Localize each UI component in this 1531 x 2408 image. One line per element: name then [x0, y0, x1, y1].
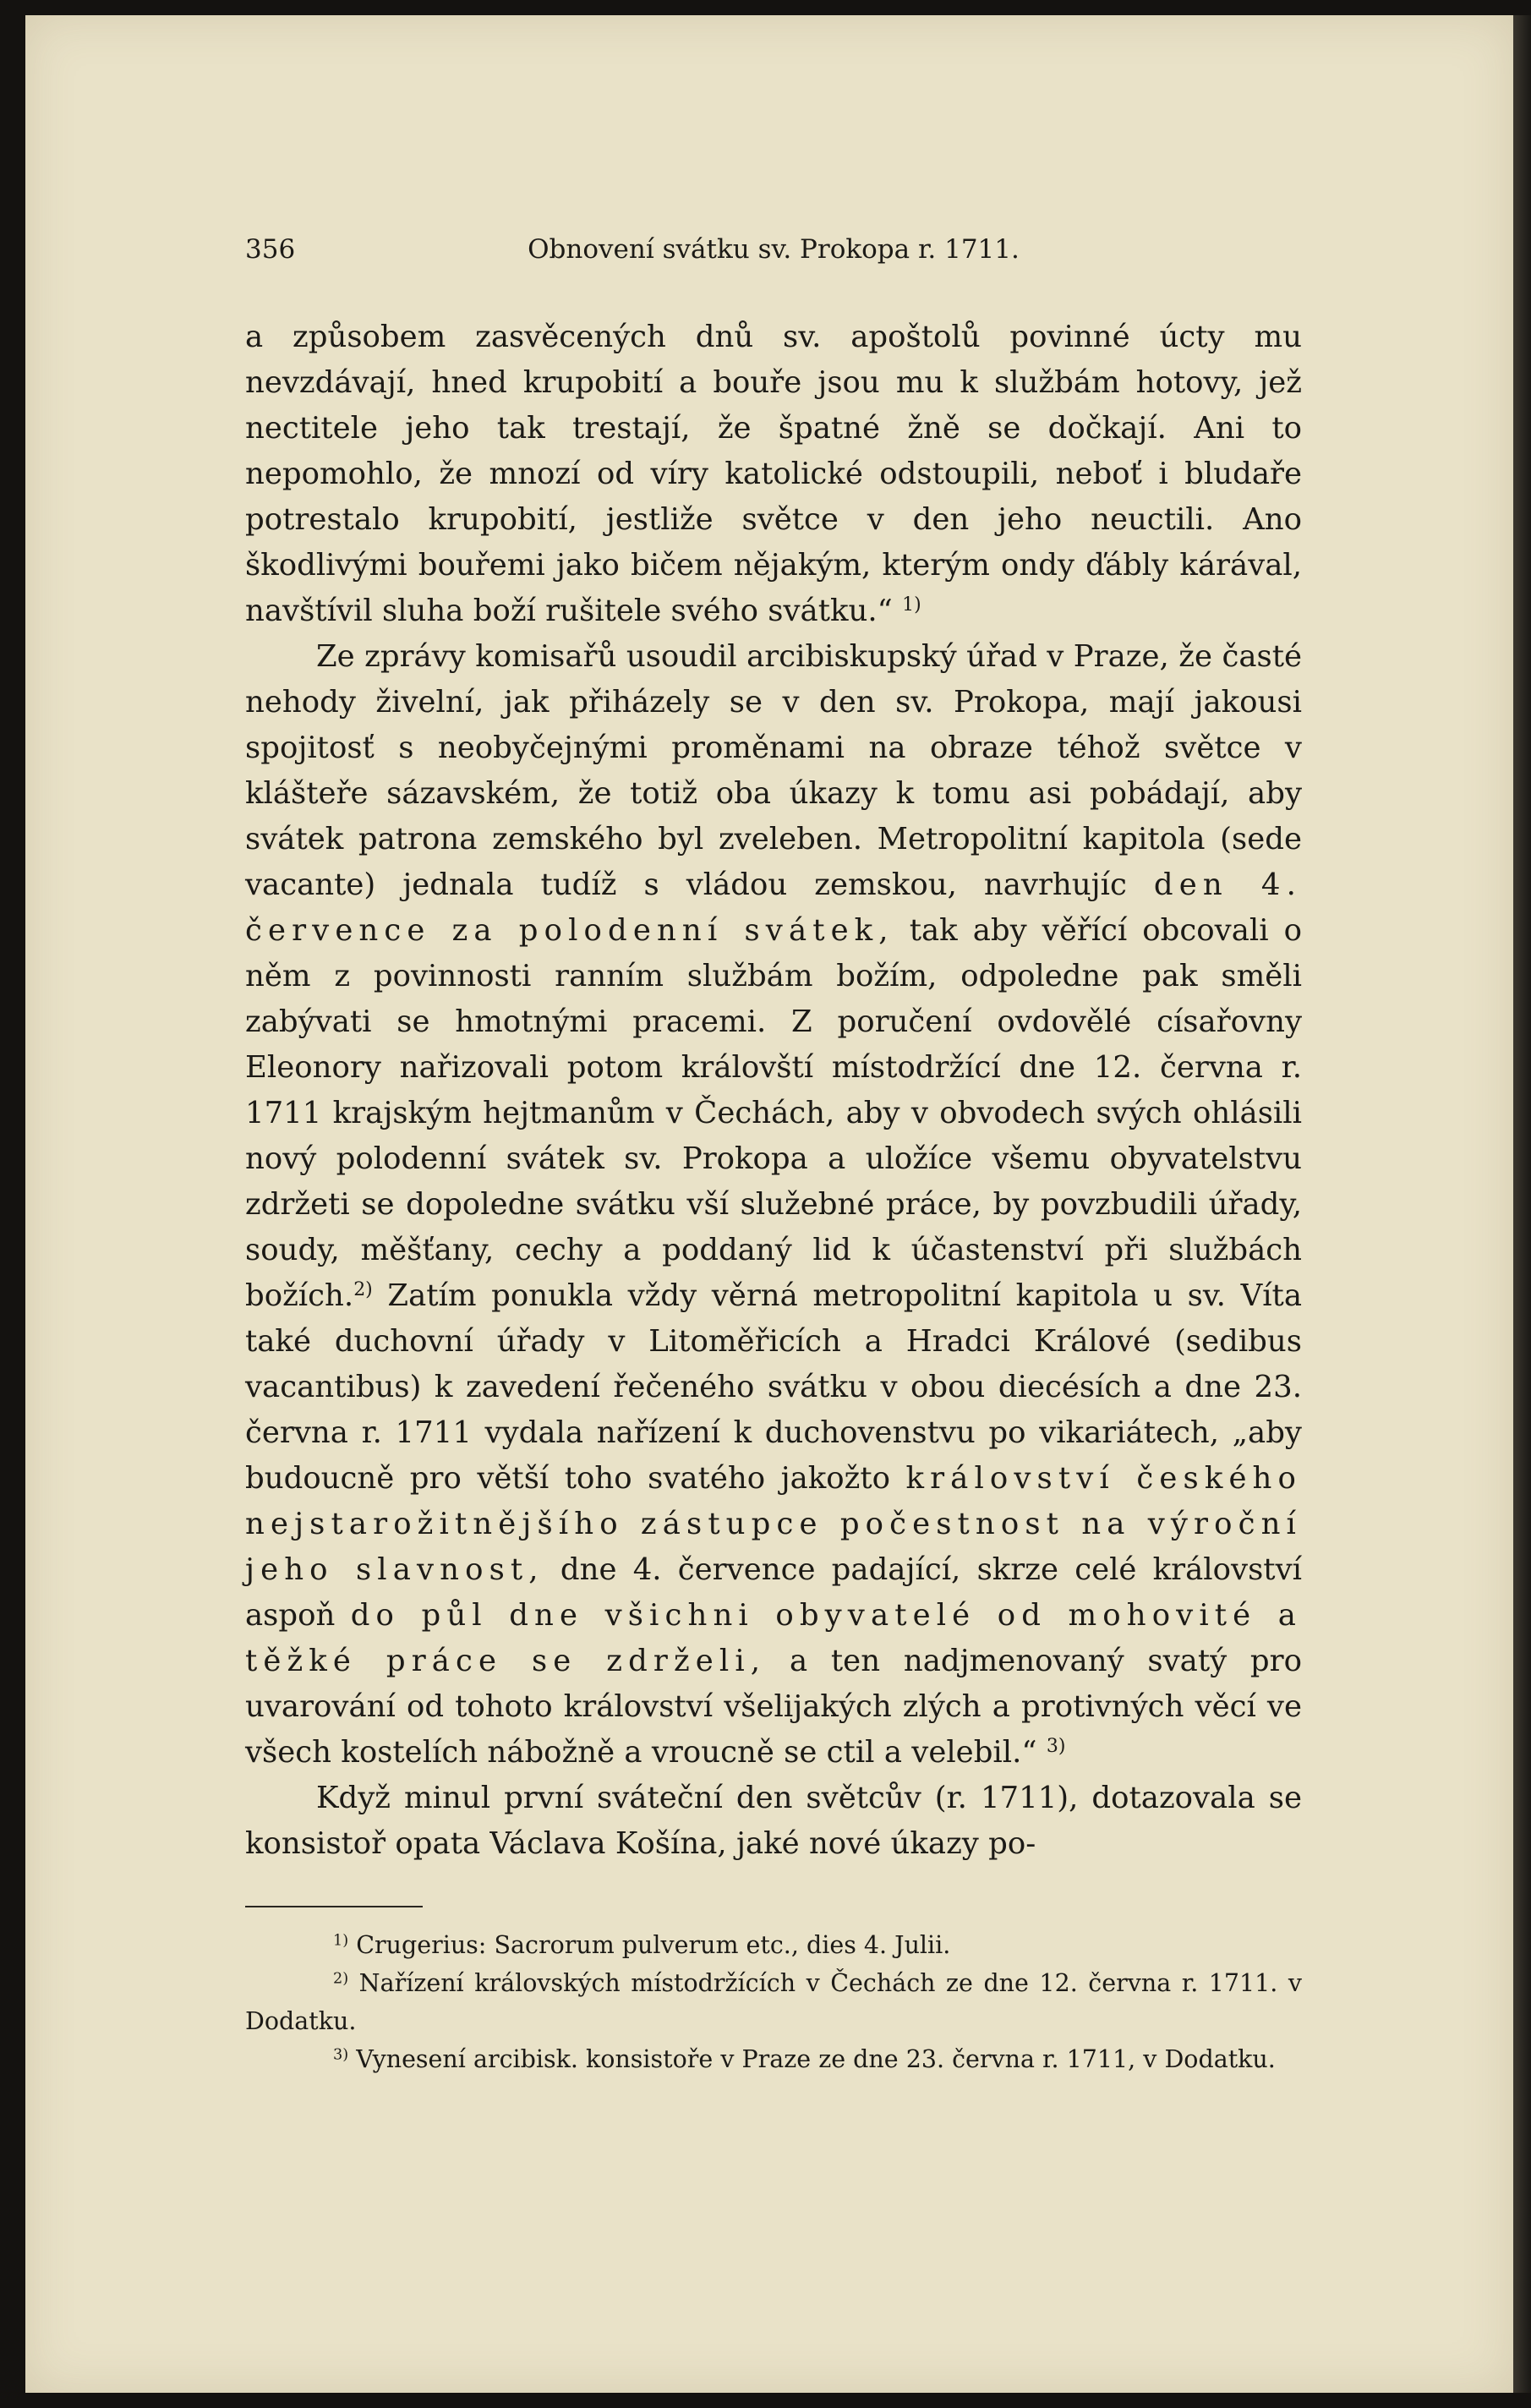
paragraph-1-text: a způsobem zasvěcených dnů sv. apoštolů povinné úcty mu nevzdávají, hned krupobití a bouře jsou mu k službám hotovy, jež nectitele jeho tak trestají, že špatné žně se dočkají. Ani to nepomohlo, že mnozí od víry katolické odstoupili, neboť i bludaře potrestalo krupobití, jestliže světce v den jeho neuctili. Ano škodlivými bouřemi jako bičem nějakým, kterým ondy ďábly kárával, navštívil sluha boží rušitele svého svátku.“ — [245, 320, 1302, 628]
spaced-emphasis-2: království českého nejstarožitnějšího zástupce počestnost na výroční jeho slavnost, — [245, 1461, 1302, 1587]
text-block — [245, 228, 1302, 2078]
paragraph-2-part-e: a ten nadjmenovaný svatý pro uvarování od tohoto království všelijakých zlých a protivných věcí ve všech kostelích nábožně a vroucně se ctil a velebil.“ — [245, 1644, 1303, 1770]
paragraph-3 — [245, 1776, 1302, 1867]
footnote-mark: 2) — [333, 1970, 349, 1988]
footnote-1 — [245, 1926, 1302, 1964]
paragraph-2-part-c: Zatím ponukla vždy věrná metropolitní kapitola u sv. Víta také duchovní úřady v Litoměřicích a Hradci Králové (sedibus vacantibus) k zavedení řečeného svátku v obou diecésích a dne 23. června r. 1711 vydala nařízení k duchovenstvu po vikariátech, „aby budoucně pro větší toho svatého jakožto — [245, 1278, 1302, 1496]
spaced-emphasis-3: do půl dne všichni obyvatelé od mohovité a těžké práce se zdrželi, — [245, 1598, 1302, 1678]
footnote-text: Crugerius: Sacrorum pulverum etc., dies 4. Julii. — [356, 1931, 951, 1959]
paragraph-2 — [245, 634, 1302, 1776]
footnote-2 — [245, 1964, 1302, 2040]
running-title: Obnovení svátku sv. Prokopa r. 1711. — [528, 234, 1020, 265]
footnote-ref-3: 3) — [1046, 1735, 1066, 1757]
footnote-ref-1: 1) — [902, 594, 921, 616]
footnote-mark: 1) — [333, 1932, 349, 1950]
footnote-separator — [245, 1906, 423, 1907]
paragraph-2-part-a: Ze zprávy komisařů usoudil arcibiskupský úřad v Praze, že časté nehody živelní, jak přiházely se v den sv. Prokopa, mají jakousi spojitosť s neobyčejnými proměnami na obraze téhož světce v klášteře sázavském, že totiž oba úkazy k tomu asi pobádají, aby svátek patrona zemského byl zveleben. Metropolitní kapitola (sede vacante) jednala tudíž s vládou zemskou, navrhujíc — [245, 639, 1302, 902]
footnote-text: Vynesení arcibisk. konsistoře v Praze ze dne 23. června r. 1711, v Dodatku. — [356, 2045, 1276, 2073]
footnote-3 — [245, 2040, 1302, 2078]
page-header — [245, 228, 1302, 271]
paragraph-3-text: Když minul první sváteční den světcův (r. 1711), dotazovala se konsistoř opata Václava Košína, jaké nové úkazy po- — [245, 1781, 1302, 1861]
footnote-text: Nařízení královských místodržících v Čechách ze dne 12. června r. 1711. v Dodatku. — [245, 1969, 1302, 2035]
paragraph-2-part-d: dne 4. července padající, skrze celé království aspoň — [245, 1552, 1302, 1633]
footnotes — [245, 1926, 1302, 2078]
paragraph-2-part-b: tak aby věřící obcovali o něm z povinnosti ranním službám božím, odpoledne pak směli zabývati se hmotnými pracemi. Z poručení ovdovělé císařovny Eleonory nařizovali potom královští místodržící dne 12. června r. 1711 krajským hejtmanům v Čechách, aby v obvodech svých ohlásili nový polodenní svátek sv. Prokopa a uložíce všemu obyvatelstvu zdržeti se dopoledne svátku vší služebné práce, by povzbudili úřady, soudy, měšťany, cechy a poddaný lid k účastenství při službách božích. — [245, 913, 1302, 1313]
footnote-ref-2: 2) — [353, 1278, 373, 1300]
footnote-mark: 3) — [333, 2046, 349, 2064]
spaced-emphasis-1: den 4. července za polodenní svátek, — [245, 867, 1302, 948]
page-edge — [1513, 15, 1531, 2393]
paragraph-1 — [245, 315, 1302, 634]
page-number: 356 — [245, 234, 296, 265]
body-text — [245, 315, 1302, 1867]
